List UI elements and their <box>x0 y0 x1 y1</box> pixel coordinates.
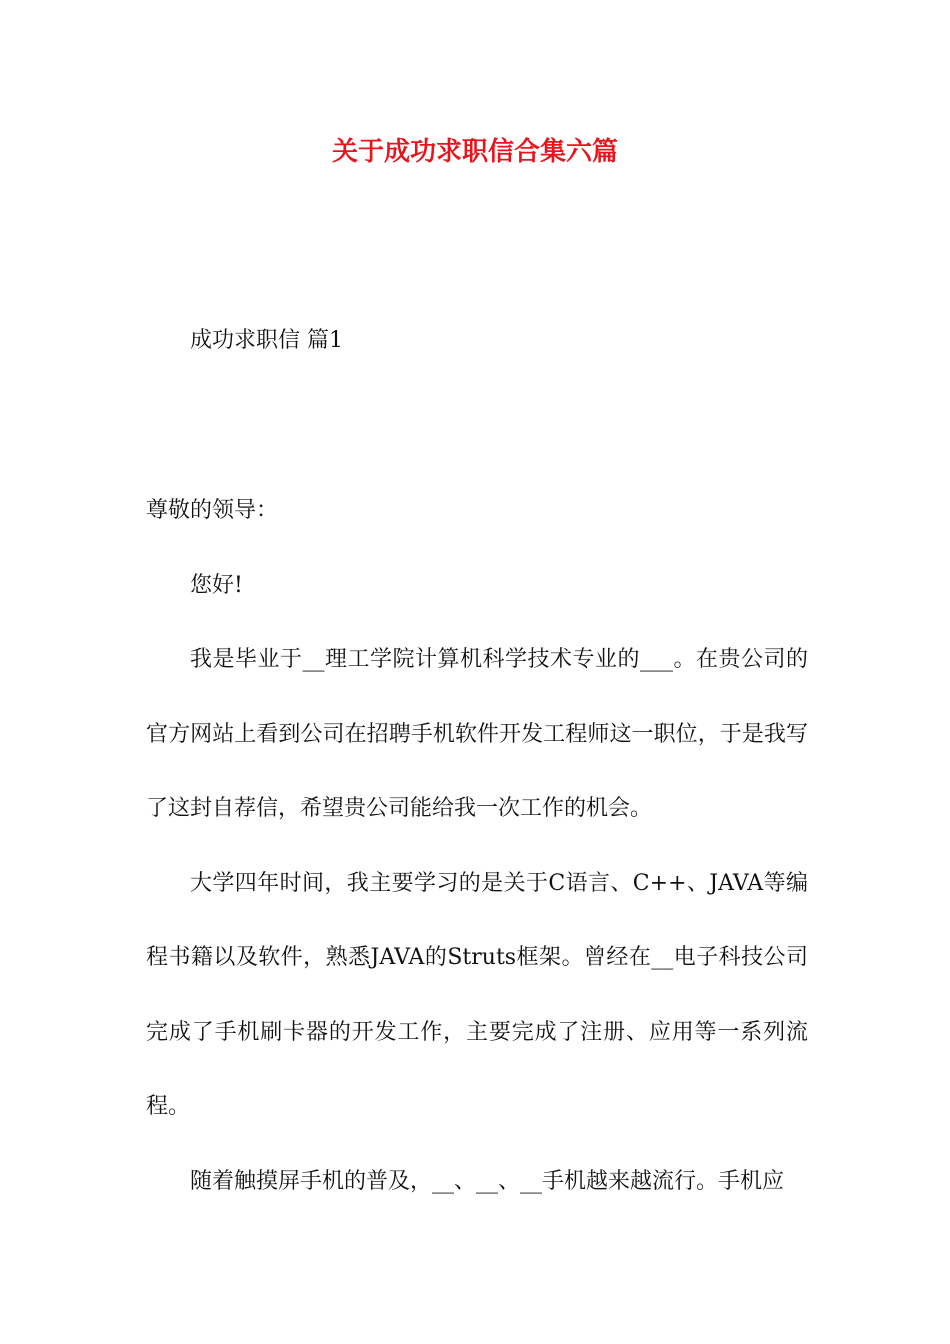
paragraph-education: 大学四年时间，我主要学习的是关于C语言、C++、JAVA等编程书籍以及软件，熟悉JAVA的Struts框架。曾经在__电子科技公司完成了手机刷卡器的开发工作，主要完成了注册、应用等一系列流程。 <box>146 870 808 1119</box>
greeting: 您好! <box>190 572 243 598</box>
section-heading: 成功求职信 篇1 <box>190 328 343 353</box>
paragraph-intro: 我是毕业于__理工学院计算机科学技术专业的___。在贵公司的官方网站上看到公司在招聘手机软件开发工程师这一职位，于是我写了这封自荐信，希望贵公司能给我一次工作的机会。 <box>146 647 808 821</box>
salutation: 尊敬的领导： <box>146 498 279 523</box>
document-title: 关于成功求职信合集六篇 <box>331 137 618 167</box>
paragraph-trend: 随着触摸屏手机的普及，__、__、__手机越来越流行。手机应 <box>190 1168 785 1194</box>
letter-body <box>146 474 808 1219</box>
